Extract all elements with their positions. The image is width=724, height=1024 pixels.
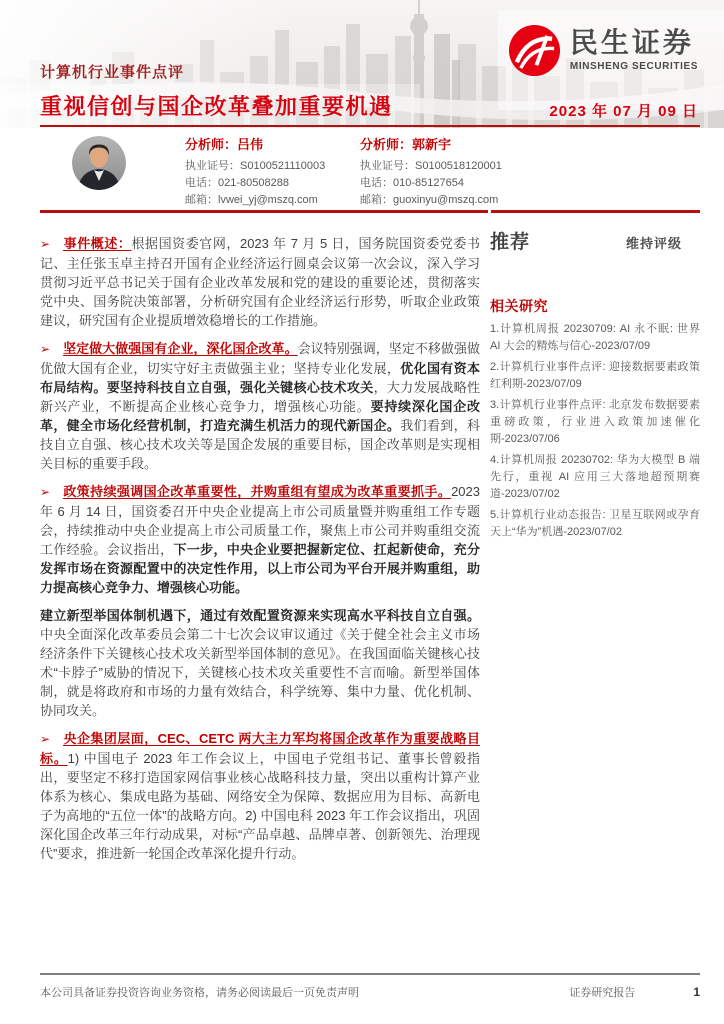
- paragraph-segment: 政策持续强调国企改革重要性，并购重组有望成为改革重要抓手。: [63, 484, 452, 499]
- header-divider: [40, 125, 700, 127]
- bullet-arrow-icon: ➢: [40, 485, 51, 499]
- paragraph-segment: 1) 中国电子 2023 年工作会议上，中国电子党组书记、董事长曾毅指出，要坚定不移打造国家网信事业核心战略科技力量，突出以重构计算产业体系为核心、集成电路为基础、网络安全为保障、数据应用为目标、高新电子为高地的“五位一体”的战略方向。2) 中国电科 2023 年工作会议指出，巩固深化国企改革三年行动成果，对标“产品卓越、品牌卓著、创新领先、治理现代”要求，推进新一轮国企改革深化提升行动。: [40, 751, 480, 861]
- paragraph-segment: 根据国资委官网，2023 年 7 月 5 日，国务院国资委党委书记、主任张玉卓主持召开国有企业经济运行圆桌会议第一次会议，深入学习贯彻习近平总书记关于国有企业改革发展和党的建设的重要论述，贯彻落实党中央、国务院决策部署，分析研究国有企业经济运行形势，听取企业政策建议，研究国有企业提质增效稳增长的工作措施。: [40, 236, 480, 328]
- logo-name-cn: 民生证券: [569, 27, 694, 58]
- related-research-item[interactable]: 4.计算机周报 20230702: 华为大模型 B 端先行，重视 AI 应用三大落地超预期赛道-2023/07/02: [490, 454, 700, 500]
- footer-disclaimer: 本公司具备证券投资咨询业务资格，请务必阅读最后一页免责声明: [40, 987, 359, 999]
- analyst-avatar: [72, 136, 126, 190]
- footer-right: [569, 984, 700, 1000]
- section-divider-main: [40, 210, 488, 213]
- analyst-field: 电话：010-85127654: [360, 177, 464, 189]
- rating-status: 维持评级: [625, 236, 682, 251]
- paragraph-segment: 我们看到，科技自立自强、核心技术攻关等是国企发展的重要目标，国企改革则是实现相关目标的重要手段。: [40, 418, 480, 471]
- paragraph-segment: 2023 年 6 月 14 日，国资委召开中央企业提高上市公司质量暨并购重组工作专题会，持续推动中央企业提高上市公司质量工作，聚焦上市公司并购重组交流工作经验。会议指出，: [40, 484, 480, 557]
- related-research-item[interactable]: 3.计算机行业事件点评: 北京发布数据要素重磅政策，行业进入政策加速催化期-2023/07/06: [490, 399, 700, 445]
- header-banner: [0, 0, 724, 128]
- paragraph-segment: ，大力发展战略性新兴产业，不断提高企业核心竞争力，增强核心功能。: [40, 380, 480, 414]
- paragraph-segment: 中央全面深化改革委员会第二十七次会议审议通过《关于健全社会主义市场经济条件下关键核心技术攻关新型举国体制的意见》。在我国面临关键核心技术“卡脖子”威胁的情况下，关键核心技术攻关重要性不言而喻。新型举国体制，就是将政府和市场的力量有效结合，科学统筹、集中力量、优化机制、协同攻关。: [40, 627, 480, 718]
- paragraph-segment: 央企集团层面，CEC、CETC 两大主力军均将国企改革作为重要战略目标。: [40, 731, 480, 766]
- analyst-name: 分析师：郭新宇: [360, 137, 452, 152]
- analyst-columns: [185, 134, 535, 209]
- page-number: 1: [693, 985, 700, 999]
- bullet-arrow-icon: ➢: [40, 342, 51, 356]
- bullet-arrow-icon: ➢: [40, 732, 51, 746]
- paragraph-segment: 优化国有资本布局结构。要坚持科技自立自强，强化关键核心技术攻关: [40, 361, 480, 395]
- logo-name-en: MINSHENG SECURITIES: [569, 61, 698, 72]
- company-logo: [508, 24, 698, 77]
- paragraph-segment: 要持续深化国企改革，健全市场化经营机制，打造充满生机活力的现代新国企。: [40, 399, 480, 433]
- paragraph: [40, 234, 480, 330]
- sidebar: [490, 214, 700, 545]
- paragraph: [40, 729, 480, 863]
- paragraph-segment: 建立新型举国体制机遇下，通过有效配置资源来实现高水平科技自立自强。: [40, 608, 480, 623]
- logo-text: [570, 29, 698, 72]
- bullet-arrow-icon: ➢: [40, 237, 51, 251]
- paragraph: [40, 339, 480, 473]
- related-research-title: 相关研究: [490, 298, 548, 314]
- minsheng-logo-icon: [508, 24, 561, 77]
- analyst-card: [185, 134, 360, 209]
- analyst-photo: [72, 136, 126, 190]
- paragraph-segment: 下一步，中央企业要把握新定位、扛起新使命，充分发挥市场在资源配置中的决定性作用，以上市公司为平台开展并购重组，助力提高核心竞争力、增强核心功能。: [40, 542, 480, 595]
- footer-divider: [40, 973, 700, 975]
- analyst-field[interactable]: 邮箱：guoxinyu@mszq.com: [360, 194, 499, 206]
- analyst-field: 执业证号：S0100518120001: [360, 160, 502, 172]
- related-list: [490, 321, 700, 541]
- analyst-field: 电话：021-80508288: [185, 177, 289, 189]
- paragraph-segment: 事件概述：: [63, 236, 132, 251]
- analyst-field: 执业证号：S0100521110003: [185, 160, 326, 172]
- related-research-item[interactable]: 5.计算机行业动态报告: 卫星互联网或孕育天上“华为”机遇-2023/07/02: [490, 509, 700, 538]
- analyst-card: [360, 134, 535, 209]
- analyst-field[interactable]: 邮箱：lvwei_yj@mszq.com: [185, 194, 318, 206]
- body-paragraphs: [40, 214, 480, 872]
- paragraph: [40, 482, 480, 597]
- section-divider-side: [491, 210, 700, 213]
- report-date: 2023 年 07 月 09 日: [549, 103, 698, 120]
- paragraph-segment: 会议特别强调，坚定不移做强做优做大国有企业，切实守好主责做强主业；坚持专业化发展，: [40, 341, 480, 376]
- paragraph: [40, 606, 480, 720]
- footer: [40, 984, 700, 1000]
- report-category-label: 计算机行业事件点评: [40, 64, 185, 81]
- rating-row: [490, 227, 700, 254]
- report-title: 重视信创与国企改革叠加重要机遇: [40, 94, 393, 119]
- rating-value: 推荐: [490, 232, 531, 253]
- footer-report-type: 证券研究报告: [569, 987, 636, 999]
- paragraph-segment: 坚定做大做强国有企业，深化国企改革。: [63, 341, 298, 356]
- analyst-name: 分析师：吕伟: [185, 137, 264, 152]
- content-area: [40, 214, 700, 872]
- related-research-item[interactable]: 2.计算机行业事件点评: 迎接数据要素政策红利期-2023/07/09: [490, 361, 700, 390]
- analyst-section: [40, 128, 700, 211]
- related-research-item[interactable]: 1.计算机周报 20230709: AI 永不眠: 世界 AI 大会的精炼与信心-2023/07/09: [490, 323, 700, 352]
